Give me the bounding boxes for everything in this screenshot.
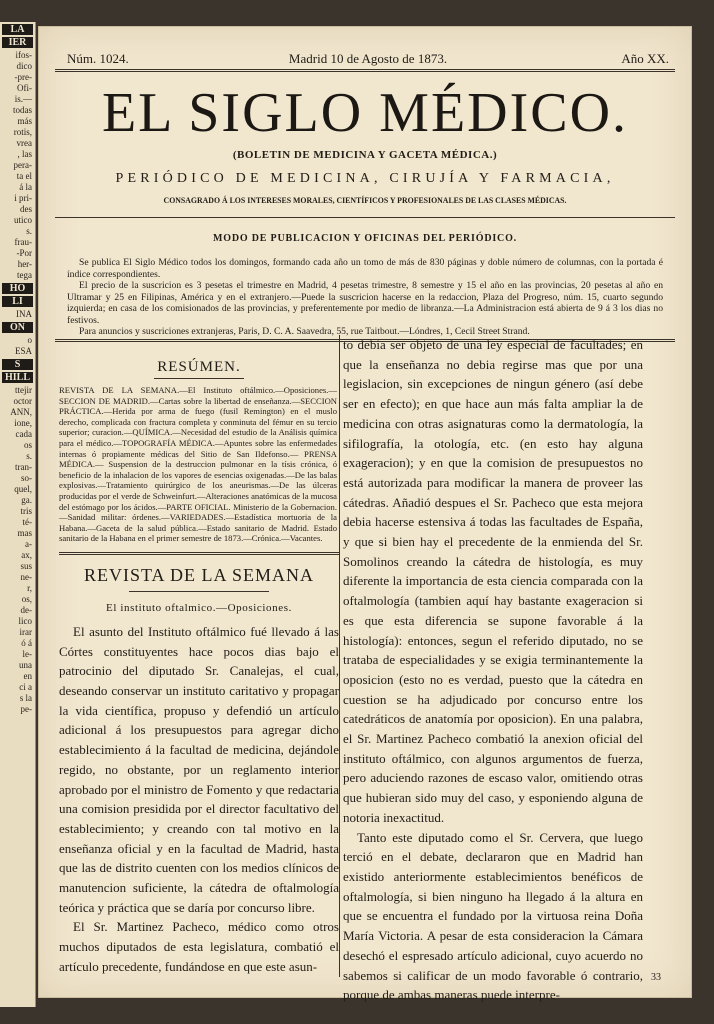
- issue-header: [67, 51, 669, 67]
- issue-date: Madrid 10 de Agosto de 1873.: [288, 51, 448, 66]
- adjacent-page-fragment: ESA: [14, 346, 32, 356]
- adjacent-page-fragment: ne-: [20, 572, 32, 582]
- review-title-rule: [129, 591, 269, 592]
- adjacent-page-fragment: is.—: [14, 94, 32, 104]
- adjacent-page-fragment: rotis,: [13, 127, 32, 137]
- adjacent-page-fragment: ta el: [16, 171, 32, 181]
- publication-paragraph: Para anuncios y suscriciones extranjeras, Paris, D. C. A. Saavedra, 55, rue Taitbout.—Lóndres, 1, Cecil Street Strand.: [79, 326, 530, 337]
- adjacent-page-fragment: ax,: [21, 550, 32, 560]
- adjacent-page-fragment: todas: [13, 105, 32, 115]
- adjacent-page-fragment: s.: [26, 226, 32, 236]
- masthead-title: EL SIGLO MÉDICO.: [101, 82, 629, 144]
- article-paragraph: to debia ser objeto de una ley especial de facultades; en que la enseñanza no debia regirse mas que por una legislacion, sin excepciones de ningun género (así debe ser en efecto); en que hace aun más falta ampliar la de medicina con otras asignaturas como la dermatología, la sifilografía, la otología, etc. (en esto hay alguna exageracion); y en que la comision de presupuestos no está autorizada para modificar la manera de proveer las cátedras. Añadió despues el Sr. Pacheco que esta mejora debia hacerse estensiva á todas las facultades de España, y que si bien hay el precedente de la enmienda del Sr. Somolinos creando la cátedra de histología, es muy diferente la importancia de esta ciencia comparada con la oftalmología (tambien aquí hay bastante exageracion si es que esta diferencia se supone favorable á la histología): entonces, segun el referido diputado, no se trataba de especialidades y se exigia terminantemente la oposicion (esto no es verdad, puesto que la cátedra en cuestion se ha adjudicado por concurso entre los catedráticos de anatomía por oposicion). En una palabra, el Sr. Martinez Pacheco combatió la anexion oficial del instituto oftálmico, con algunos argumentos de fuerza, pero aduciendo razones de escaso valor, omitiendo otras que hubieran sido muy del caso, y esponiendo alguna de notoria inexactitud.: [343, 337, 643, 825]
- publication-paragraph: El precio de la suscricion es 3 pesetas el trimestre en Madrid, 4 pesetas trimestre, 8 semestre y 15 el año en las provincias, 20 pesetas al año en Ultramar y 25 en Filipinas, América y en el extranjero.—Puede la suscricion hacerse en la redaccion, Plaza del Progreso, núm. 15, cuarto segundo izquierda; en casa de los comisionados de las provincias, y preferentemente por medio de libranza.—La Administracion está abierta de 9 á 3 los dias no festivos.: [67, 280, 663, 326]
- adjacent-page-fragment: ANN,: [10, 407, 32, 417]
- masthead-tagline: PERIÓDICO DE MEDICINA, CIRUJÍA Y FARMACIA,: [115, 171, 615, 186]
- summary-paragraph: REVISTA DE LA SEMANA.—El Instituto oftálmico.—Oposiciones.—SECCION DE MADRID.—Cartas sobre la libertad de enseñanza.—SECCION PRÁCTICA.—Herida por arma de fuego (fusil Remington) en el muslo derecho, complicada con fractura completa y conminuta del fémur en su tercio superior; curacion.—QUÍMICA.—Necesidad del estudio de la Análisis química para el médico.—TOPOGRAFÍA MÉDICA.—Apuntes sobre las enfermedades internas ó propiamente médicas del Sitio de San Ildefonso.— PRENSA MÉDICA.— Suspension de la destruccion pulmonar en la tísis crónica, ó beneficio de la inhalacion de los vapores de esencias oxigenadas.—De las balas explosivas.—Tratamiento quirúrgico de los aneurismas.—De las úlceras producidas por el verde de Schweinfurt.—Alteraciones anatómicas de la mucosa del estómago por los ácidos.—PARTE OFICIAL. Ministerio de la Gobernacion.—Sanidad militar: órdenes.—VARIEDADES.—Estadística mortuoria de la Habana.—Gaceta de la salud pública.—Estado sanitario de Madrid. Estado sanitario de la Habana en el primer semestre de 1873.—Crónica.—Vacantes.: [59, 385, 337, 544]
- adjacent-page-fragment: ó á: [21, 638, 32, 648]
- adjacent-page-fragment: , las: [17, 149, 32, 159]
- adjacent-page-fragment: tran-: [15, 462, 32, 472]
- review-title: REVISTA DE LA SEMANA: [83, 564, 315, 585]
- adjacent-page-fragment: de-: [20, 605, 32, 615]
- adjacent-page-fragment: ione,: [14, 418, 32, 428]
- adjacent-page-fragment: her-: [17, 259, 32, 269]
- adjacent-page-fragment: á la: [19, 182, 32, 192]
- adjacent-page-fragment: dico: [16, 61, 32, 71]
- adjacent-page-fragment: en: [23, 671, 32, 681]
- adjacent-page-fragment: más: [17, 116, 32, 126]
- adjacent-page-fragment: o: [27, 335, 32, 345]
- article-paragraph: Tanto este diputado como el Sr. Cervera, que luego terció en el debate, declararon que en Madrid han existido anteriormente establecimientos benéficos de oftalmología, si bien ninguno ha llegado á la altura en que se encuentra el fundado por la virtuosa reina Doña María Victoria. A pesar de esta consideracion la Cámara desechó el espresado artículo adicional, cuyo acuerdo no sabemos si calificar de un modo favorable ó contrario, porque de ambas maneras puede interpre-: [343, 829, 643, 1003]
- adjacent-page-fragment: una: [19, 660, 32, 670]
- adjacent-page-fragment: LA: [2, 24, 33, 35]
- adjacent-page-fragment: ifos-: [15, 50, 32, 60]
- column-divider: [339, 335, 340, 977]
- article-paragraph: El asunto del Instituto oftálmico fué llevado á las Córtes constituyentes hace pocos dias bajo el patrocinio del diputado Sr. Canalejas, el cual, deseando conservar un instituto caritativo y propagar la vida científica, propuso y defendió un artículo adicional á los presupuestos para agregar dicho establecimiento á la facultad de medicina, dejándole regido, no obstante, por un reglamento interior aprobado por el ministro de Fomento y que redactaria una comision presidida por el director facultativo del establecimiento; y creando con tal motivo en la enseñanza oficial y en la facultad de Madrid, hasta que las de distrito cuenten con los medios clínicos de manutencion suficiente, la cátedra de oftalmología teórica y práctica que se daría por concurso libre.: [59, 623, 339, 915]
- adjacent-page-fragment: s.: [26, 451, 32, 461]
- adjacent-page-fragment: utico: [14, 215, 32, 225]
- summary-text: [59, 385, 339, 544]
- adjacent-page-fragment: os: [23, 440, 32, 450]
- review-text-left: [59, 622, 339, 977]
- adjacent-page-fragment: tris: [20, 506, 32, 516]
- article-paragraph: El Sr. Martinez Pacheco, médico como otros muchos diputados de esta legislatura, combatió el artículo precedente, fundándose en que este asun-: [59, 919, 339, 974]
- adjacent-page-fragment: INA: [16, 309, 32, 319]
- adjacent-page-fragment: a-: [25, 539, 32, 549]
- adjacent-page-fragment: Ofi-: [17, 83, 32, 93]
- adjacent-page-fragment: HILL: [2, 372, 33, 383]
- masthead-subtitle: (BOLETIN DE MEDICINA Y GACETA MÉDICA.): [232, 149, 498, 161]
- adjacent-page-fragment: ga.: [21, 495, 32, 505]
- adjacent-page-fragment: le-: [22, 649, 32, 659]
- adjacent-page-fragment: tega: [17, 270, 32, 280]
- adjacent-page-fragment: HO: [2, 283, 33, 294]
- adjacent-page-fragment: lico: [18, 616, 32, 626]
- adjacent-page-edge: [0, 22, 36, 1007]
- left-column: [59, 359, 339, 977]
- adjacent-page-fragment: ttejir: [15, 385, 32, 395]
- review-text-right: [343, 335, 643, 1005]
- adjacent-page-fragment: pe-: [20, 704, 32, 714]
- adjacent-page-fragment: quel,: [14, 484, 32, 494]
- masthead-dedication: CONSAGRADO Á LOS INTERESES MORALES, CIENTÍFICOS Y PROFESIONALES DE LAS CLASES MÉDICAS.: [163, 195, 567, 205]
- right-column: [343, 335, 643, 1005]
- adjacent-page-fragment: -pre-: [14, 72, 32, 82]
- review-subtitle: El instituto oftalmico.—Oposiciones.: [106, 601, 292, 614]
- newspaper-page: [38, 26, 692, 1003]
- adjacent-page-fragment: cada: [15, 429, 32, 439]
- adjacent-page-fragment: irar: [19, 627, 32, 637]
- adjacent-page-fragment: pera-: [13, 160, 32, 170]
- issue-year: Año XX.: [621, 51, 669, 66]
- adjacent-page-fragment: LI: [2, 296, 33, 307]
- adjacent-page-fragment: mas: [17, 528, 32, 538]
- adjacent-page-fragment: S: [2, 359, 33, 370]
- adjacent-page-fragment: té-: [22, 517, 32, 527]
- header-rule: [55, 69, 675, 72]
- publication-heading: MODO DE PUBLICACION Y OFICINAS DEL PERIÓDICO.: [213, 233, 517, 244]
- publication-paragraph: Se publica El Siglo Médico todos los domingos, formando cada año un tomo de más de 830 páginas y doble número de columnas, con la portada é índice correspondientes.: [67, 257, 663, 280]
- publication-notice: [67, 257, 663, 338]
- review-rule: [59, 552, 339, 555]
- issue-number: Núm. 1024.: [67, 51, 129, 66]
- adjacent-page-fragment: ci a: [19, 682, 32, 692]
- adjacent-page-fragment: -Por: [16, 248, 32, 258]
- adjacent-page-fragment: s la: [19, 693, 32, 703]
- adjacent-page-fragment: IER: [2, 37, 33, 48]
- adjacent-page-fragment: os,: [21, 594, 32, 604]
- adjacent-page-fragment: so-: [21, 473, 32, 483]
- masthead-rule: [55, 217, 675, 218]
- adjacent-page-fragment: octor: [13, 396, 32, 406]
- page-number: 33: [651, 972, 661, 983]
- adjacent-page-fragment: i pri-: [14, 193, 32, 203]
- summary-rule: [154, 378, 244, 379]
- adjacent-page-fragment: frau-: [14, 237, 32, 247]
- adjacent-page-fragment: des: [20, 204, 32, 214]
- adjacent-page-fragment: r,: [27, 583, 32, 593]
- adjacent-page-fragment: ON: [2, 322, 33, 333]
- adjacent-page-fragment: sus: [20, 561, 32, 571]
- adjacent-page-fragment: vrea: [16, 138, 32, 148]
- summary-title: RESÚMEN.: [157, 359, 241, 375]
